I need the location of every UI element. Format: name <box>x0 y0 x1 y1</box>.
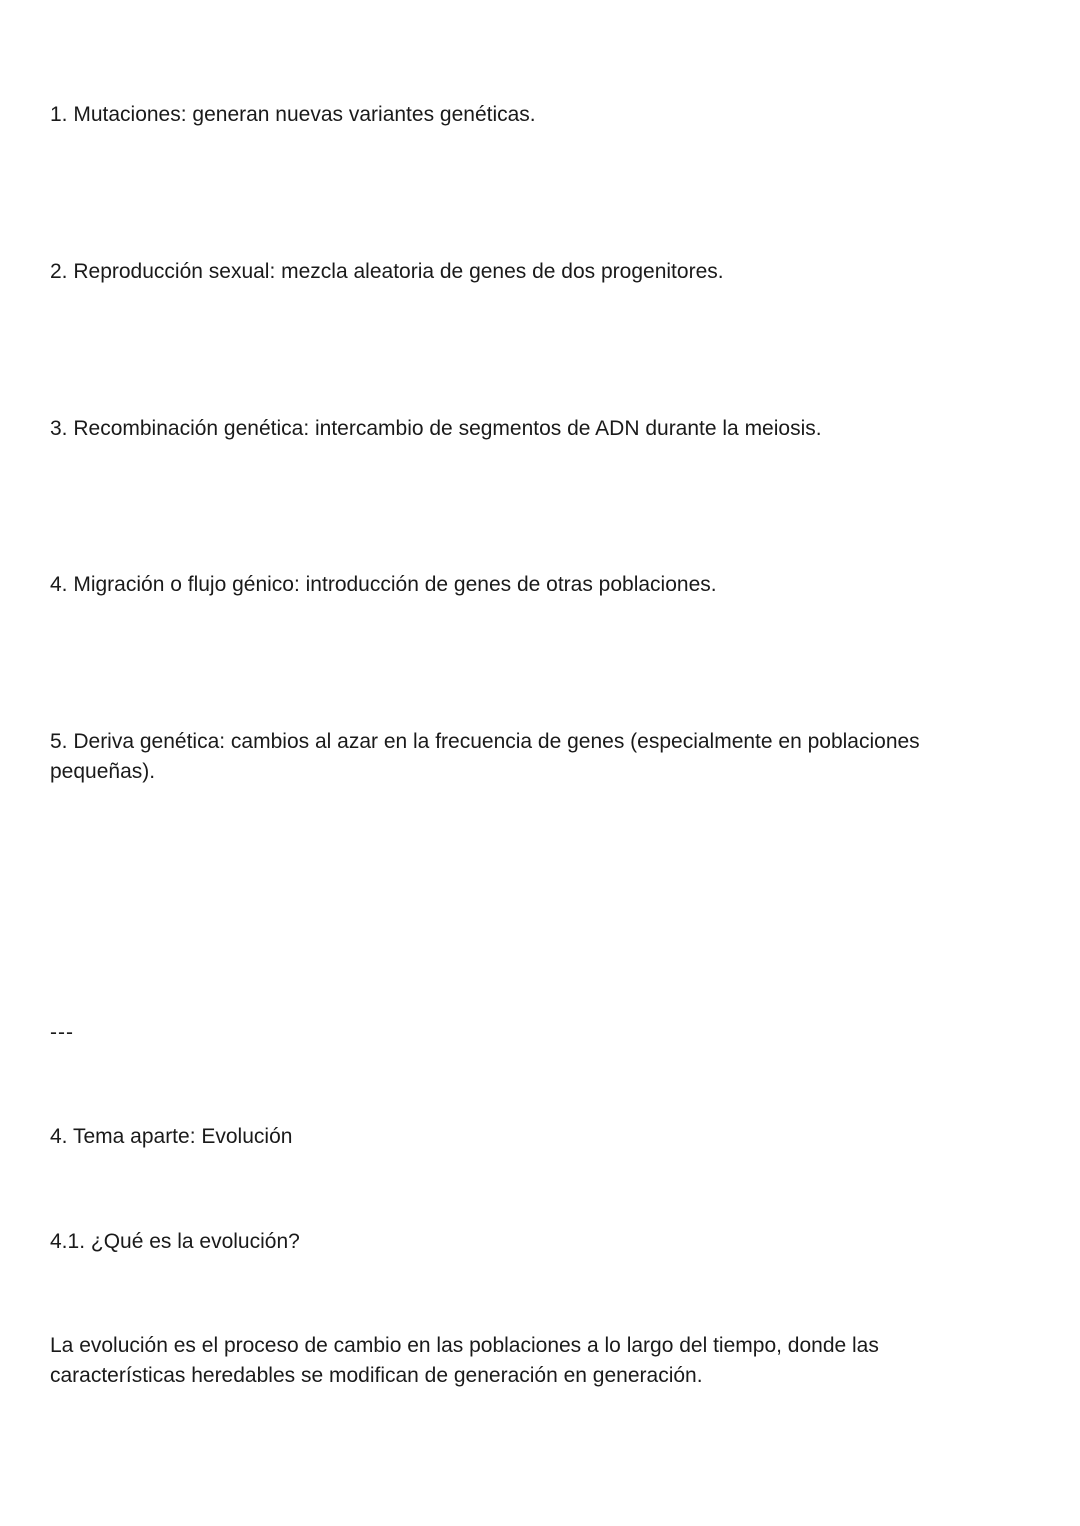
list-item-recombinacion-genetica: 3. Recombinación genética: intercambio de segmentos de ADN durante la meiosis. <box>50 417 822 440</box>
section-subtitle: 4.1. ¿Qué es la evolución? <box>50 1230 300 1253</box>
section-title: 4. Tema aparte: Evolución <box>50 1125 293 1148</box>
list-item-mutaciones: 1. Mutaciones: generan nuevas variantes genéticas. <box>50 103 536 126</box>
list-item-migracion: 4. Migración o flujo génico: introducción de genes de otras poblaciones. <box>50 573 717 596</box>
section-separator: --- <box>50 1021 74 1044</box>
list-item-deriva-genetica: 5. Deriva genética: cambios al azar en la frecuencia de genes (especialmente en poblaciones pequeñas). <box>50 730 920 783</box>
list-item-reproduccion-sexual: 2. Reproducción sexual: mezcla aleatoria de genes de dos progenitores. <box>50 260 724 283</box>
section-body-paragraph: La evolución es el proceso de cambio en las poblaciones a lo largo del tiempo, donde las características heredables se modifican de generación en generación. <box>50 1334 879 1387</box>
